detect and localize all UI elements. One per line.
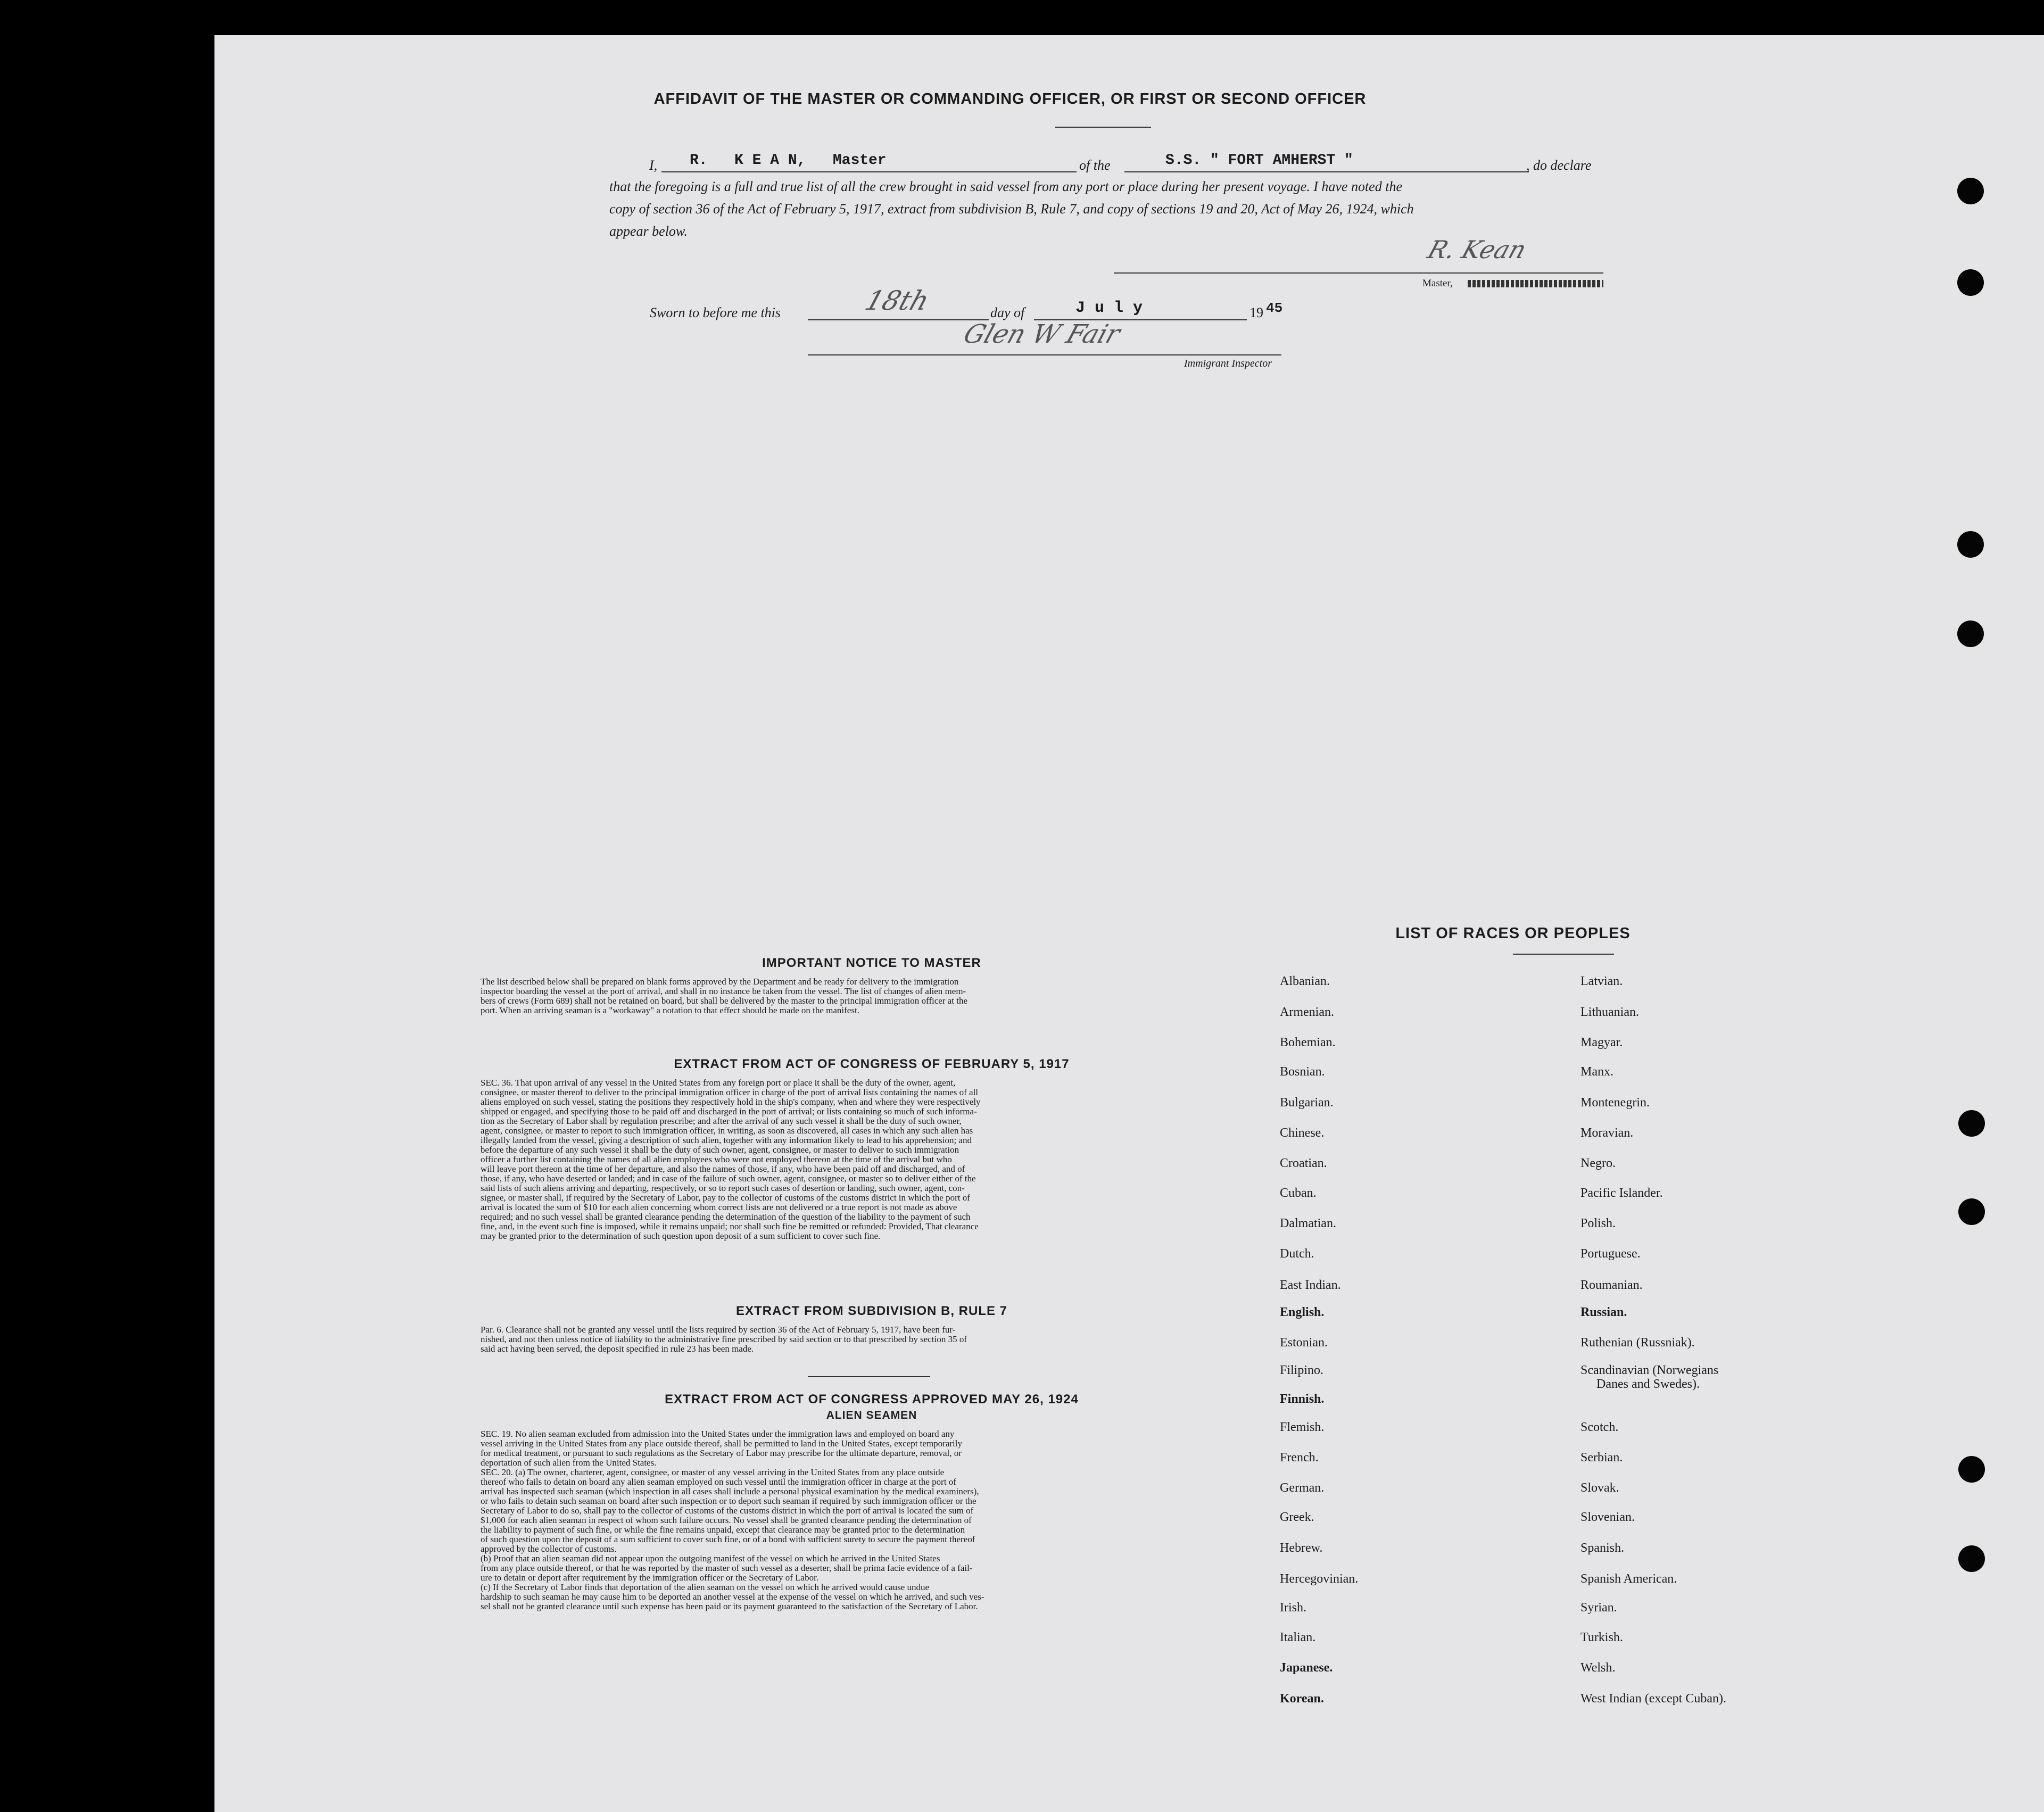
race-item: Pacific Islander. (1580, 1186, 1663, 1200)
punch-hole (1958, 1110, 1985, 1137)
text-line: Secretary of Labor to do so, shall pay to the collector of customs of the customs district in which the port of arrival is located the sum of (481, 1506, 974, 1516)
race-item: Cuban. (1280, 1186, 1317, 1200)
race-item: Russian. (1580, 1305, 1627, 1319)
race-item: Italian. (1280, 1631, 1316, 1644)
race-item: German. (1280, 1481, 1325, 1495)
text-line: shipped or engaged, and specifying those to be paid off and discharged in the port of arrival; or lists containing so much of such informa- (481, 1107, 977, 1116)
text-line: agent, consignee, or master to report to such immigration officer, in writing, as soon as discovered, all cases in which any such alien has (481, 1126, 973, 1136)
text-line: Par. 6. Clearance shall not be granted any vessel until the lists required by section 36 of the Act of February 5, 1917, have been fur- (481, 1325, 956, 1335)
vessel-underline (1124, 171, 1529, 172)
race-item: Ruthenian (Russniak). (1580, 1336, 1695, 1350)
race-item: Spanish American. (1580, 1572, 1677, 1586)
text-line: those, if any, who have deserted or landed; and in case of the failure of such owner, agent, consignee, or master so to deliver either of the (481, 1174, 976, 1184)
text-line: deportation of such alien from the United States. (481, 1458, 657, 1468)
master-signature-line (1114, 272, 1603, 274)
text-line: said lists of such aliens arriving and departing, respectively, or so to report such cases of desertion or landing, such owner, agent, con- (481, 1184, 965, 1193)
affidavit-title: AFFIDAVIT OF THE MASTER OR COMMANDING OFFICER, OR FIRST OR SECOND OFFICER (653, 90, 1367, 107)
punch-hole (1957, 531, 1984, 558)
text-line: approved by the collector of customs. (481, 1544, 617, 1554)
text-line: officer a further list containing the names of all alien employees who were not employed thereon at the time of the arrival but who (481, 1155, 952, 1164)
text-line: arrival has inspected such seaman (which inspection in all cases shall include a personal physical examination by the medical examiners), (481, 1487, 979, 1496)
race-item: Spanish. (1580, 1541, 1625, 1555)
text-line: tion as the Secretary of Labor shall by regulation prescribe; and after the arrival of any such vessel it shall be the duty of such owner, (481, 1116, 962, 1126)
name-underline (661, 171, 1077, 172)
text-line: SEC. 19. No alien seaman excluded from admission into the United States under the immigration laws and employed on board any (481, 1429, 955, 1439)
master-signature: R. Kean (1424, 235, 1530, 264)
text-line: required; and no such vessel shall be granted clearance pending the determination of the question of the liability to the payment of such (481, 1212, 971, 1222)
text-line: thereof who fails to detain on board any alien seaman employed on such vessel until the immigration officer in charge at the port of (481, 1477, 956, 1487)
extract-1924-body (481, 1429, 1263, 1611)
race-item: Finnish. (1280, 1392, 1325, 1406)
race-item: Scandinavian (Norwegians (1580, 1363, 1719, 1377)
race-item: Negro. (1580, 1156, 1616, 1170)
race-item: Croatian. (1280, 1156, 1327, 1170)
race-item: Bosnian. (1280, 1065, 1325, 1079)
race-item: French. (1280, 1451, 1319, 1465)
punch-hole (1958, 1456, 1985, 1483)
race-item: Japanese. (1280, 1661, 1333, 1675)
extract-1924-subtitle: ALIEN SEAMEN (826, 1409, 917, 1421)
race-item: Montenegrin. (1580, 1096, 1650, 1110)
master-label: Master, (1422, 278, 1453, 289)
title-divider (1055, 127, 1151, 128)
race-item: Latvian. (1580, 974, 1623, 988)
punch-hole (1957, 269, 1984, 296)
race-item: Armenian. (1280, 1005, 1334, 1019)
race-item: Filipino. (1280, 1363, 1324, 1377)
text-line: hardship to such seaman he may cause him to be deported an another vessel at the expense of the vessel on which he arrived, and such ves- (481, 1592, 984, 1602)
text-line: before the departure of any such vessel it shall be the duty of such owner, agent, consignee, or master to deliver to such immigration (481, 1145, 959, 1155)
race-item: Chinese. (1280, 1126, 1325, 1140)
race-item: Korean. (1280, 1692, 1324, 1706)
text-line: said act having been served, the deposit specified in rule 23 has been made. (481, 1344, 754, 1354)
race-item: Slovenian. (1580, 1510, 1635, 1524)
race-item: Portuguese. (1580, 1247, 1641, 1261)
extract-1917-title: EXTRACT FROM ACT OF CONGRESS OF FEBRUARY 5, 1917 (674, 1057, 1070, 1071)
race-item: Slovak. (1580, 1481, 1619, 1495)
text-line: (b) Proof that an alien seaman did not appear upon the outgoing manifest of the vessel on which he arrived in the United States (481, 1554, 940, 1563)
race-item: Danes and Swedes). (1596, 1377, 1700, 1391)
race-item: Greek. (1280, 1510, 1314, 1524)
race-item: English. (1280, 1305, 1325, 1319)
race-item: Magyar. (1580, 1036, 1623, 1049)
inspector-signature: Glen W Fair (959, 319, 1124, 349)
inspector-label: Immigrant Inspector (1184, 358, 1272, 369)
race-item: Scotch. (1580, 1420, 1619, 1434)
races-title: LIST OF RACES OR PEOPLES (1395, 925, 1631, 942)
race-item: Estonian. (1280, 1336, 1328, 1350)
punch-hole (1958, 1198, 1985, 1225)
document-page (214, 35, 2044, 1812)
race-item: Hercegovinian. (1280, 1572, 1359, 1586)
struck-text (1468, 280, 1603, 287)
text-line: consignee, or master thereof to deliver to the principal immigration officer in charge of the port of arrival lists containing the names of all (481, 1088, 979, 1097)
text-line: sel shall not be granted clearance until such expense has been paid or its payment guaranteed to the satisfaction of the Secretary of Labor. (481, 1602, 978, 1611)
race-item: Moravian. (1580, 1126, 1634, 1140)
day-field: 18th (861, 285, 933, 316)
race-item: East Indian. (1280, 1278, 1341, 1292)
race-item: Bulgarian. (1280, 1096, 1334, 1110)
notice-body (481, 977, 1263, 1015)
race-item: Dalmatian. (1280, 1217, 1336, 1230)
text-line: bers of crews (Form 689) shall not be retained on board, but shall be delivered by the master to the principal immigration officer at the (481, 996, 968, 1006)
text-line: the liability to payment of such fine, or while the fine remains unpaid, except that clearance may be granted prior to the determination (481, 1525, 965, 1535)
text-line: illegally landed from the vessel, giving a description of such alien, together with any information likely to lead to his apprehension; and (481, 1136, 972, 1145)
text-line: arrival is located the sum of $10 for each alien concerning whom correct lists are not delivered or a true report is not made as above (481, 1203, 957, 1212)
master-name-field: R. K E A N, Master (690, 152, 887, 169)
race-item: Serbian. (1580, 1451, 1623, 1465)
text-line: aliens employed on such vessel, stating the positions they respectively hold in the ship's company, when and where they were respectively (481, 1097, 981, 1107)
year-field: 45 (1266, 300, 1283, 316)
extract-1924-title: EXTRACT FROM ACT OF CONGRESS APPROVED MAY 26, 1924 (665, 1392, 1079, 1406)
text-line: fine, and, in the event such fine is imposed, while it remains unpaid; nor shall such fine be remitted or refunded: Provided, That clearance (481, 1222, 979, 1231)
text-line: The list described below shall be prepared on blank forms approved by the Department and be ready for delivery to the immigration (481, 977, 959, 987)
text-line: SEC. 36. That upon arrival of any vessel in the United States from any foreign port or place it shall be the duty of the owner, agent, (481, 1078, 956, 1088)
race-item: West Indian (except Cuban). (1580, 1692, 1726, 1706)
affidavit-line-3: copy of section 36 of the Act of February 5, 1917, extract from subdivision B, Rule 7, and copy of sections 19 and 20, Act of May 26, 1924, which (609, 201, 1414, 217)
race-item: Polish. (1580, 1217, 1616, 1230)
races-divider (1513, 954, 1614, 955)
punch-hole (1957, 620, 1984, 647)
text-line: or who fails to detain such seaman on board after such inspection or to deport such seaman if required by such immigration officer or the (481, 1496, 977, 1506)
year-prefix: 19 (1249, 305, 1263, 320)
race-item: Turkish. (1580, 1631, 1623, 1644)
text-line: from any place outside thereof, or that he was reported by the master of such vessel as a deserter, shall be prima facie evidence of a fail- (481, 1563, 973, 1573)
text-line: may be granted prior to the determination of such question upon deposit of a sum sufficient to cover such fine. (481, 1231, 881, 1241)
race-item: Bohemian. (1280, 1036, 1336, 1049)
race-item: Manx. (1580, 1065, 1613, 1079)
day-underline (808, 319, 989, 320)
text-line: SEC. 20. (a) The owner, charterer, agent, consignee, or master of any vessel arriving in the United States from any place outside (481, 1468, 945, 1477)
text-line: ure to detain or deport after requirement by the immigration officer or the Secretary of Labor. (481, 1573, 819, 1583)
text-line: port. When an arriving seaman is a "workaway" a notation to that effect should be made on the manifest. (481, 1006, 859, 1015)
text-line: $1,000 for each alien seaman in respect of whom such failure occurs. No vessel shall be granted clearance pending the determination of (481, 1516, 972, 1525)
race-item: Roumanian. (1580, 1278, 1643, 1292)
text-line: of such question upon the deposit of a sum sufficient to cover such fine, or of a bond with sufficient surety to secure the payment thereof (481, 1535, 975, 1544)
subdivision-b-body (481, 1325, 1263, 1354)
affidavit-line-2: that the foregoing is a full and true list of all the crew brought in said vessel from any port or place during her present voyage. I have noted the (609, 179, 1402, 194)
day-of-label: day of (990, 305, 1025, 320)
race-item: Syrian. (1580, 1601, 1617, 1615)
of-the-label: of the (1079, 158, 1111, 173)
extract-1917-body (481, 1078, 1263, 1241)
subdivision-b-title: EXTRACT FROM SUBDIVISION B, RULE 7 (735, 1304, 1008, 1318)
punch-hole (1957, 178, 1984, 204)
race-item: Welsh. (1580, 1661, 1616, 1675)
affidavit-line-4: appear below. (609, 224, 688, 239)
notice-title: IMPORTANT NOTICE TO MASTER (762, 956, 981, 970)
race-item: Flemish. (1280, 1420, 1325, 1434)
race-item: Albanian. (1280, 974, 1330, 988)
month-field: J u l y (1075, 299, 1143, 317)
inspector-signature-line (808, 354, 1281, 355)
vessel-name-field: S.S. " FORT AMHERST " (1165, 152, 1353, 169)
i-label: I, (649, 158, 658, 173)
race-item: Lithuanian. (1580, 1005, 1639, 1019)
text-line: signee, or master shall, if required by the Secretary of Labor, pay to the collector of customs of the customs district in which the port of (481, 1193, 970, 1203)
text-line: inspector boarding the vessel at the port of arrival, and shall in no instance be taken from the vessel. The list of changes of alien mem- (481, 987, 966, 996)
text-line: will leave port thereon at the time of her departure, and also the names of those, if any, who have been paid off and discharged, and of (481, 1164, 965, 1174)
text-line: vessel arriving in the United States from any place outside thereof, shall be permitted to land in the United States, except temporarily (481, 1439, 962, 1449)
text-line: for medical treatment, or pursuant to such regulations as the Secretary of Labor may prescribe for the ultimate departure, removal, or (481, 1449, 962, 1458)
declare-label: , do declare (1526, 158, 1592, 173)
race-item: Irish. (1280, 1601, 1306, 1615)
text-line: (c) If the Secretary of Labor finds that deportation of the alien seaman on the vessel on which he arrived would cause undue (481, 1583, 930, 1592)
text-line: nished, and not then unless notice of liability to the administrative fine prescribed by said section or to that prescribed by section 35 of (481, 1335, 967, 1344)
race-item: Hebrew. (1280, 1541, 1323, 1555)
punch-hole (1958, 1545, 1985, 1572)
race-item: Dutch. (1280, 1247, 1314, 1261)
sworn-label: Sworn to before me this (650, 305, 781, 320)
section-divider (808, 1376, 930, 1377)
